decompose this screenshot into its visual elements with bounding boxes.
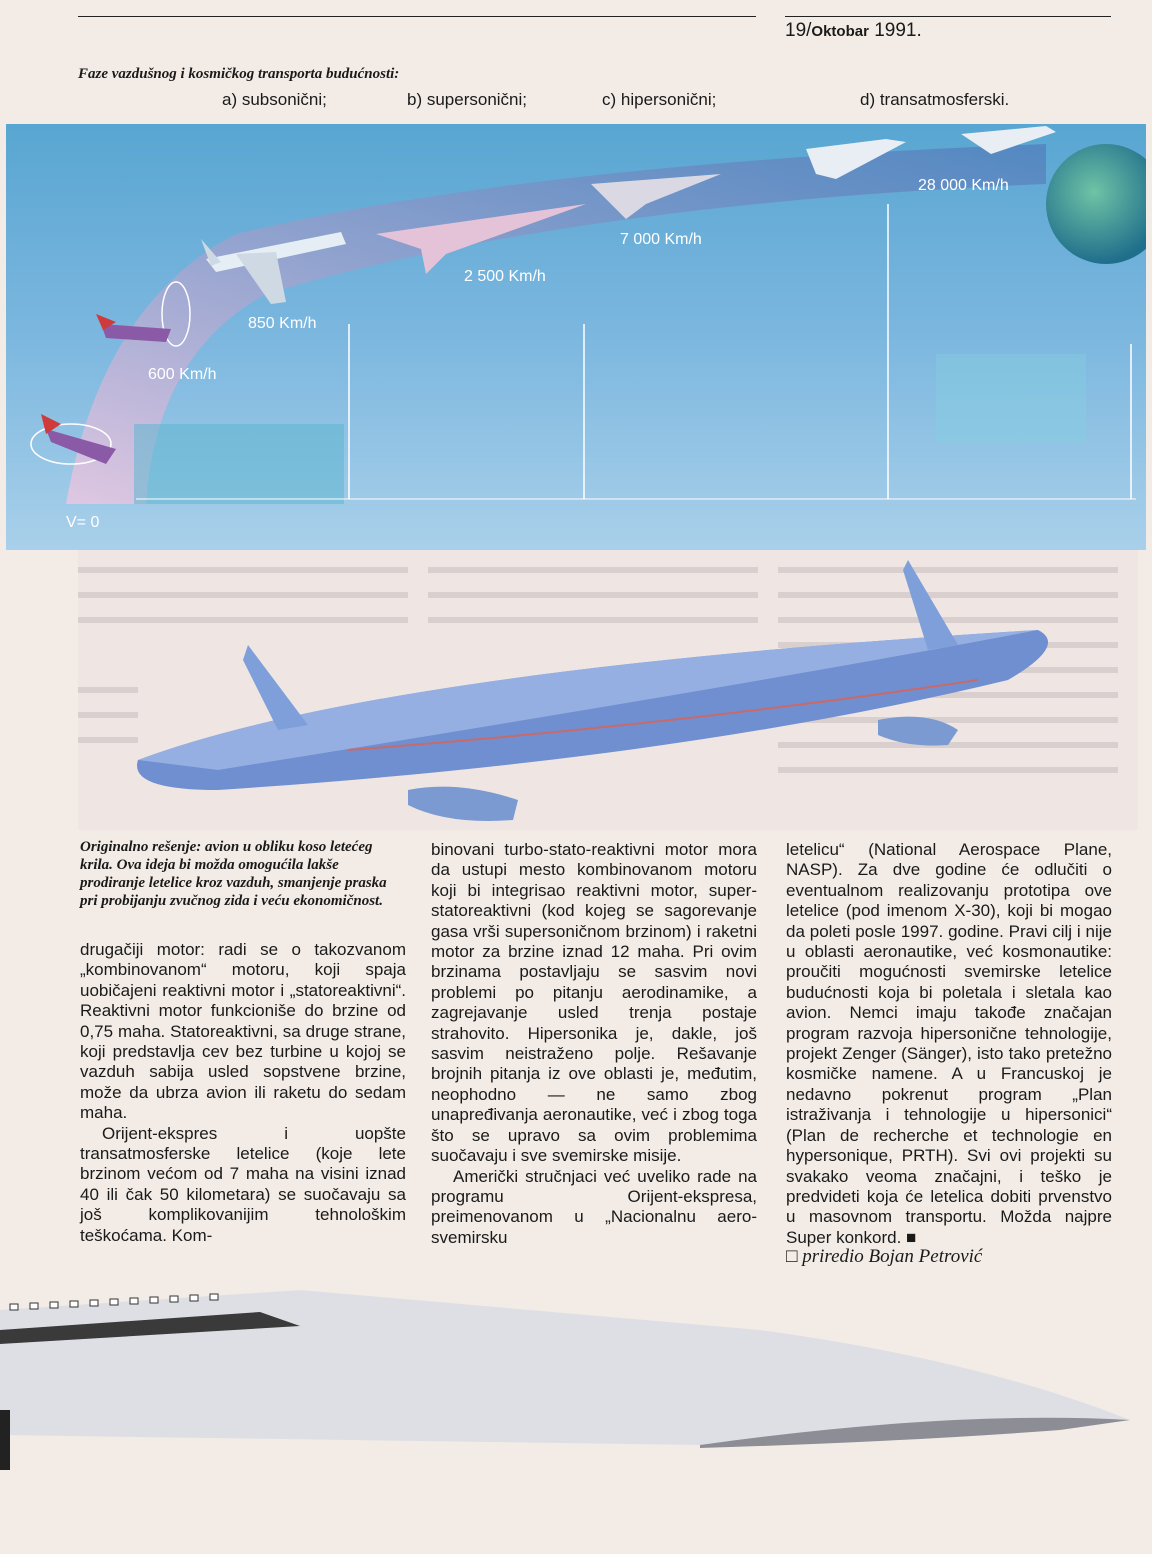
article-column-2	[431, 840, 757, 1248]
nose-svg	[0, 1270, 1152, 1554]
supersonic-nose-illustration	[0, 1270, 1152, 1554]
column-1-paragraph-2: Orijent-ekspres i uopšte transatmosferske letelice (koje lete brzinom većom od 7 maha na visini iznad 40 ili čak 50 kilometara) se suočavaju sa još komplikovanijim tehnološkim teškoćama. Kom-	[80, 1123, 406, 1245]
byline: □ priredio Bojan Petrović	[786, 1246, 983, 1267]
column-3-paragraph-1: letelicu“ (National Aerospace Plane, NASP). Za dve godine će odlučiti o eventualnom realizovanju prototipa ove letelice (pod imenom X-30), koji bi mogao da poleti posle 1997. godine. Pravi cilj i nije u oblasti aeronautike, već kosmonautike: proučiti mogućnosti svemirske letelice budućnosti koja bi poletala i sletala kao avion. Nemci imaju takođe značajan program razvoja hipersonične tehnologije, projekt Zenger (Sänger), isto tako pretežno kosmičke namene. A u Francuskoj je nedavno pokrenut program „Plan istraživanja i tehnologije u hipersonici“ (Plan de recherche et technologie en hypersonique, PRTH). Svi ovi projekti su svakako veoma značajni, i teško je predvideti koja će letelica dobiti prvenstvo u masovnom transportu. Možda najpre Super konkord. ■	[786, 840, 1112, 1247]
column-2-paragraph-1: binovani turbo-stato-reaktivni motor mora da ustupi mesto kombinovanom motoru koji bi integrisao reaktivni motor, super-statoreaktivni (kod kojeg se sagorevanje gasa vrši supersoničnom brzinom) i raketni motor za brzine iznad 12 maha. Pri ovim brzinama postavljaju se sasvim novi problemi po pitanju aerodinamike, a zagrejavanje usled trenja postaje strahovito. Hipersonika je, dakle, još sasvim neistraženo polje. Rešavanje brojnih pitanja iz ove oblasti je, međutim, neophodno — ne samo zbog unapređivanja aeronautike, već i zbog toga što se upravo sa ovim problemima suočavaju i sve svemirske misije.	[431, 840, 757, 1166]
phase-d-label: d) transatmosferski.	[860, 90, 1010, 109]
speed-label-28000: 28 000 Km/h	[918, 177, 1009, 194]
space-glow	[936, 354, 1086, 444]
speed-label-7000: 7 000 Km/h	[620, 231, 702, 248]
phase-b-label: b) supersonični;	[407, 90, 528, 109]
column-2-paragraph-2: Američki stručnjaci već uveliko rade na programu Orijent-ekspresa, preimenovanom u „Nacionalnu aero-svemirsku	[431, 1166, 757, 1247]
issue-date: 19/Oktobar 1991.	[785, 20, 922, 41]
page-edge-mark	[0, 1410, 10, 1470]
speed-label-600: 600 Km/h	[148, 366, 217, 383]
speed-label-850: 850 Km/h	[248, 315, 317, 332]
ground-glow	[134, 424, 344, 504]
phase-c-label: c) hipersonični;	[602, 90, 717, 109]
header-rule-left	[78, 16, 756, 17]
header-rule-right	[785, 16, 1111, 17]
phase-a-label: a) subsonični;	[222, 90, 327, 109]
speed-label-2500: 2 500 Km/h	[464, 268, 546, 285]
article-column-1	[80, 940, 406, 1246]
flying-wing-svg	[78, 550, 1138, 830]
figure-heading: Faze vazdušnog i kosmičkog transporta budućnosti:	[78, 66, 400, 82]
transport-phases-illustration	[6, 124, 1146, 550]
column-1-paragraph-1: drugačiji motor: radi se o takozvanom „kombinovanom“ motoru, koji spaja uobičajeni reaktivni motor i „statoreaktivni“. Reaktivni motor funkcioniše do brzine od 0,75 maha. Statoreaktivni, sa druge strane, koji predstavlja cev bez turbine u kojoj se vazduh sabija usled sopstvene brzine, može da ubrza avion ili raketu do sedam maha.	[80, 940, 406, 1123]
article-column-3	[786, 840, 1112, 1248]
image-caption: Originalno rešenje: avion u obliku koso letećeg krila. Ova ideja bi možda omogućila lakše prodiranje letelice kroz vazduh, smanjenje praska pri probijanju zvučnog zida i veću ekonomičnost.	[80, 839, 387, 909]
flying-wing-illustration	[78, 550, 1138, 830]
speed-label-0: V= 0	[66, 514, 100, 531]
phases-svg	[6, 124, 1146, 550]
